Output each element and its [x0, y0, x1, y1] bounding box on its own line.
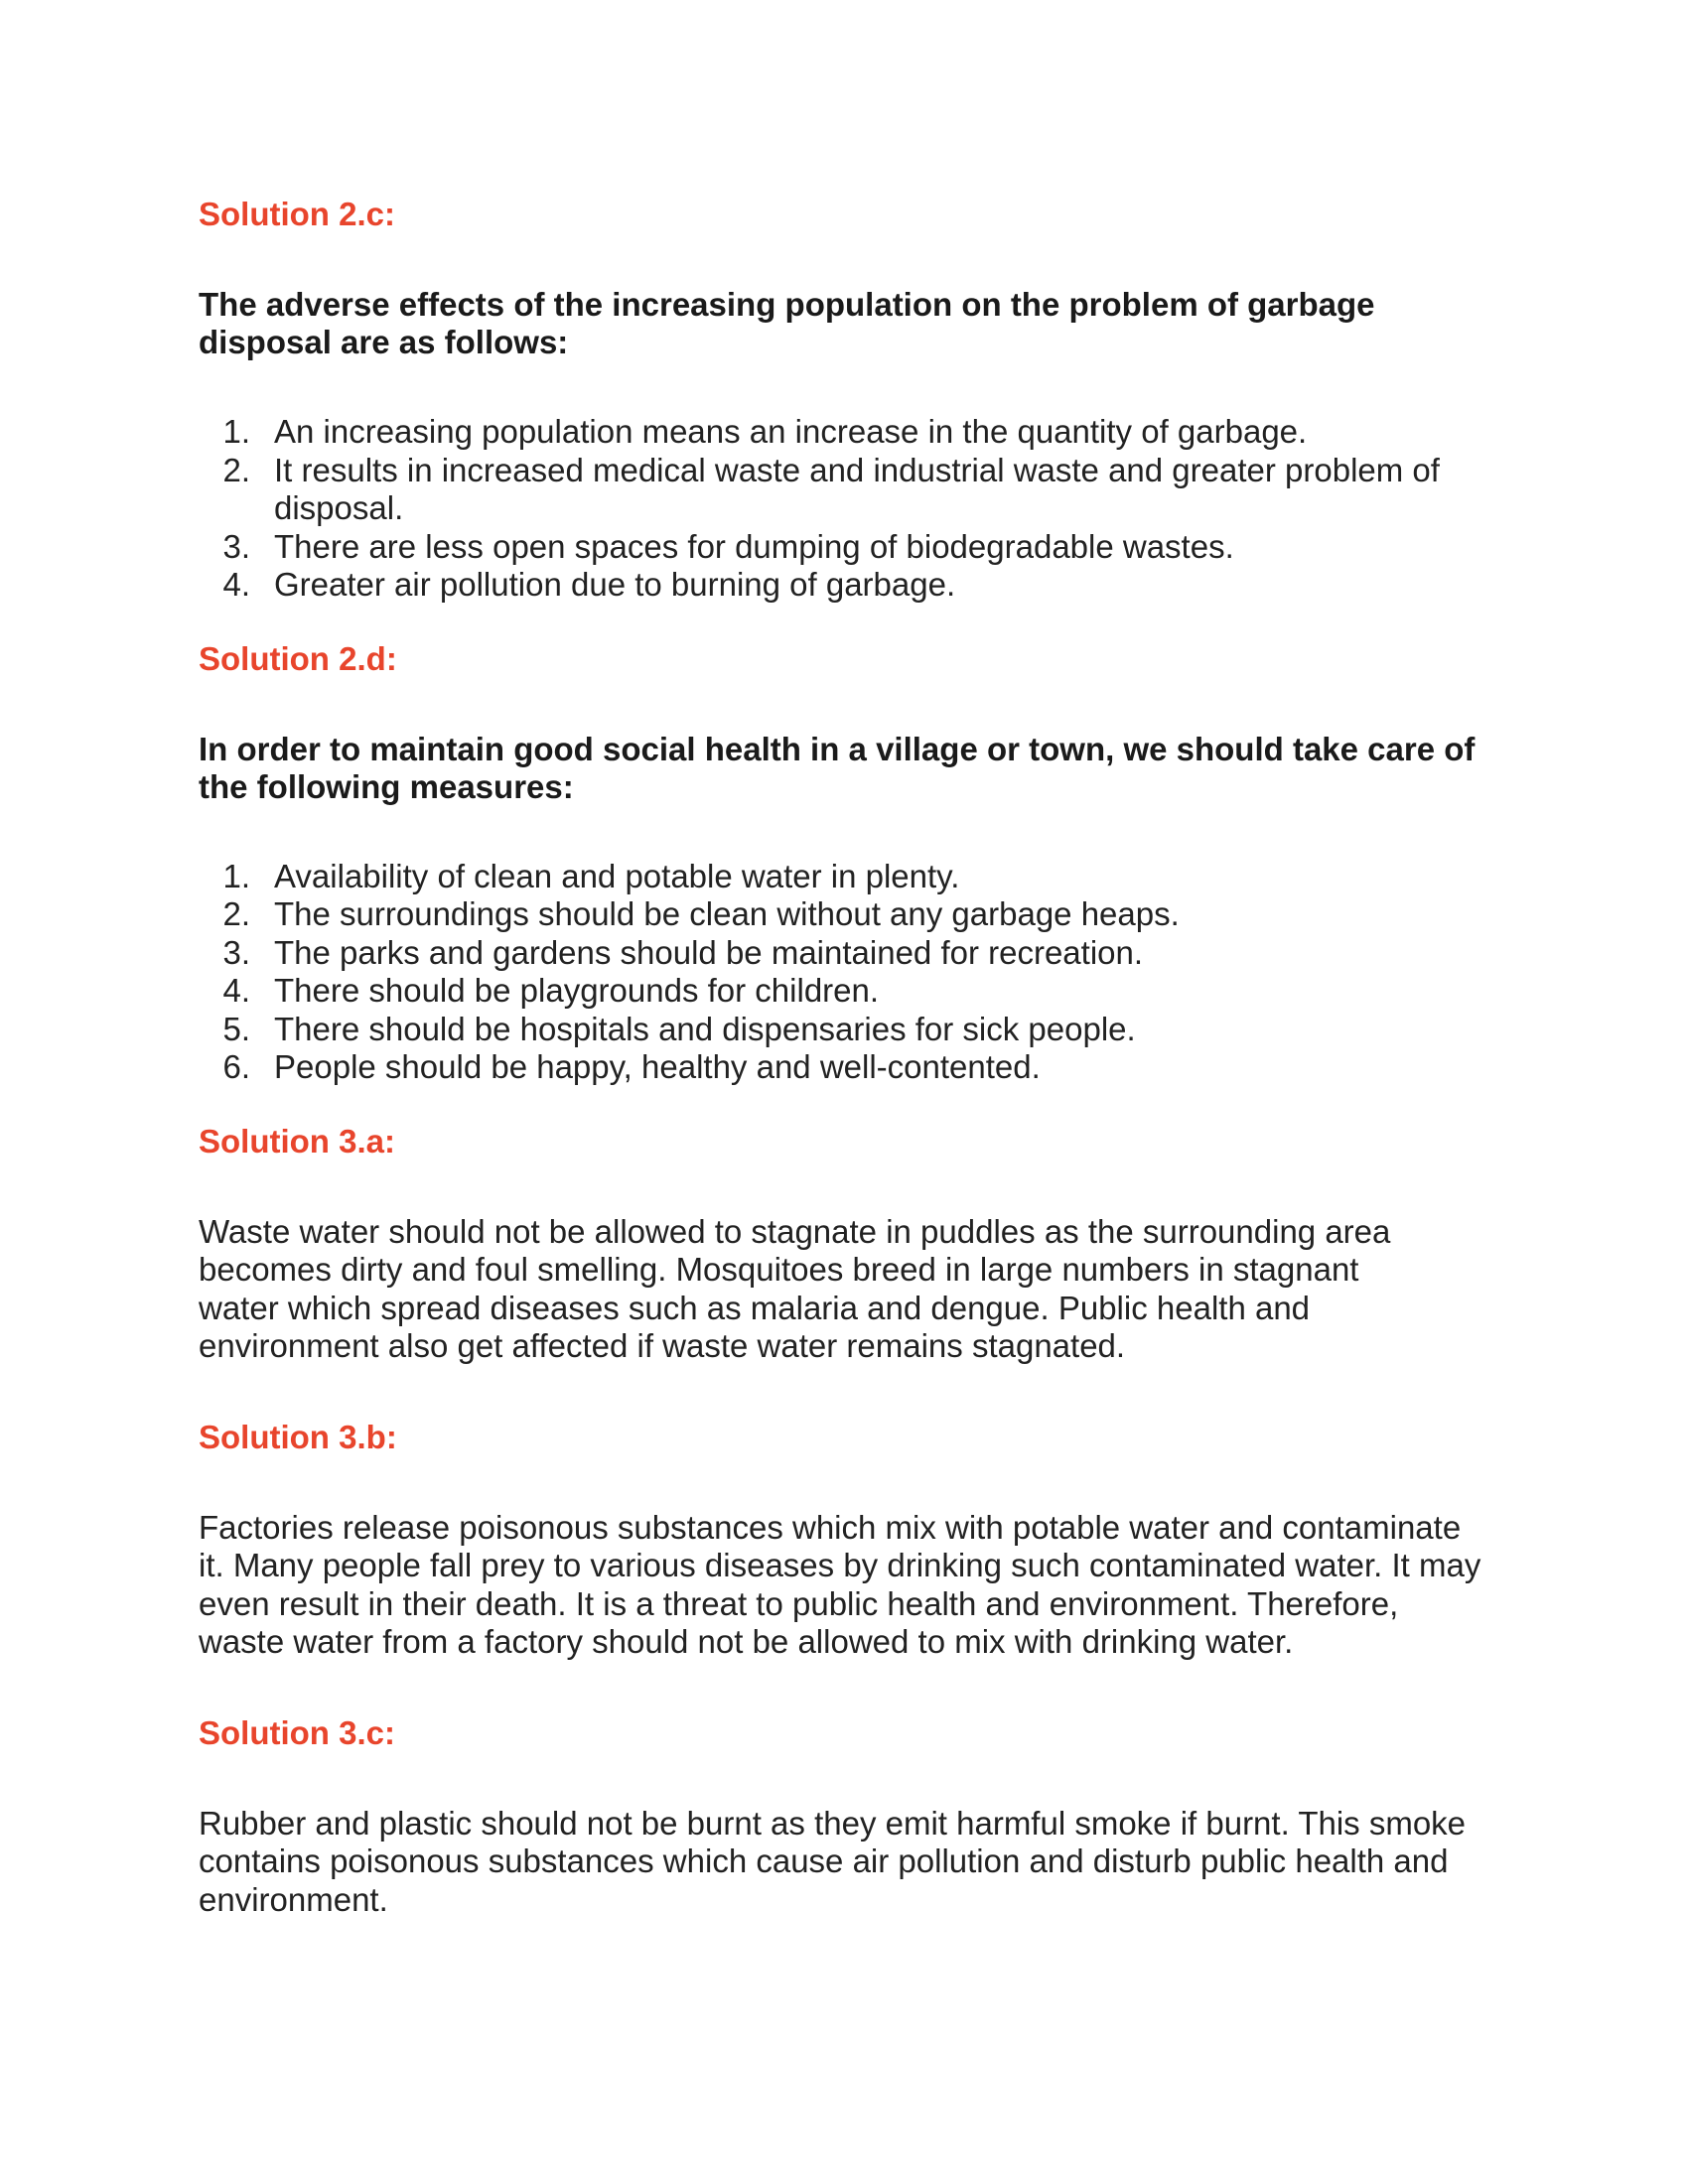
list-item-number: 4. [222, 566, 250, 603]
solution-2d-list [199, 858, 1489, 1087]
list-item [199, 413, 1489, 452]
list-item [199, 972, 1489, 1011]
list-item [199, 934, 1489, 973]
solution-3a-body: Waste water should not be allowed to stagnate in puddles as the surrounding area becomes dirty and foul smelling. Mosquitoes breed in large numbers in stagnant water which spread diseases such as malaria and dengue. Public health and environment also get affected if waste water remains stagnated. [199, 1212, 1391, 1364]
solution-3a-heading: Solution 3.a: [199, 1122, 395, 1160]
list-item-number: 4. [222, 972, 250, 1009]
list-item [199, 858, 1489, 896]
document-page [199, 195, 1489, 1919]
list-item-text: The surroundings should be clean without any garbage heaps. [274, 895, 1180, 932]
list-item-number: 2. [222, 451, 250, 488]
list-item-text: There should be hospitals and dispensaries for sick people. [274, 1010, 1136, 1047]
list-item-number: 2. [222, 895, 250, 932]
list-item-number: 3. [222, 933, 250, 971]
list-item-text: The parks and gardens should be maintained for recreation. [274, 933, 1144, 971]
list-item-text: An increasing population means an increase in the quantity of garbage. [274, 413, 1308, 450]
list-item [199, 895, 1489, 934]
list-item [199, 452, 1489, 528]
list-item-number: 1. [222, 413, 250, 450]
list-item-number: 5. [222, 1010, 250, 1047]
solution-2c-heading: Solution 2.c: [199, 196, 395, 232]
list-item-text: There are less open spaces for dumping of biodegradable wastes. [274, 527, 1234, 565]
solution-3b-body: Factories release poisonous substances which mix with potable water and contaminate it. Many people fall prey to various diseases by drinking such contaminated water. It may even result in their death. It is a threat to public health and environment. Therefore, waste water from a factory should not be allowed to mix with drinking water. [199, 1508, 1481, 1660]
solution-3b-heading: Solution 3.b: [199, 1418, 397, 1455]
list-item-number: 1. [222, 857, 250, 894]
list-item [199, 1011, 1489, 1049]
list-item-text: Greater air pollution due to burning of garbage. [274, 566, 956, 603]
list-item-number: 6. [222, 1048, 250, 1085]
list-item-text: There should be playgrounds for children. [274, 972, 880, 1009]
solution-3c-heading: Solution 3.c: [199, 1713, 395, 1751]
solution-2d-heading: Solution 2.d: [199, 639, 397, 677]
list-item [199, 528, 1489, 567]
list-item-text: Availability of clean and potable water in plenty. [274, 857, 960, 894]
solution-2d-intro: In order to maintain good social health in a village or town, we should take care of the following measures: [199, 730, 1476, 805]
solution-2c-list [199, 413, 1489, 605]
solution-3c-body: Rubber and plastic should not be burnt as they emit harmful smoke if burnt. This smoke contains poisonous substances which cause air pollution and disturb public health and environment. [199, 1804, 1467, 1918]
list-item [199, 1048, 1489, 1087]
list-item [199, 566, 1489, 605]
list-item-number: 3. [222, 527, 250, 565]
list-item-text: It results in increased medical waste and industrial waste and greater problem of disposal. [274, 451, 1440, 526]
list-item-text: People should be happy, healthy and well-contented. [274, 1048, 1041, 1085]
solution-2c-intro: The adverse effects of the increasing population on the problem of garbage disposal are as follows: [199, 286, 1375, 360]
